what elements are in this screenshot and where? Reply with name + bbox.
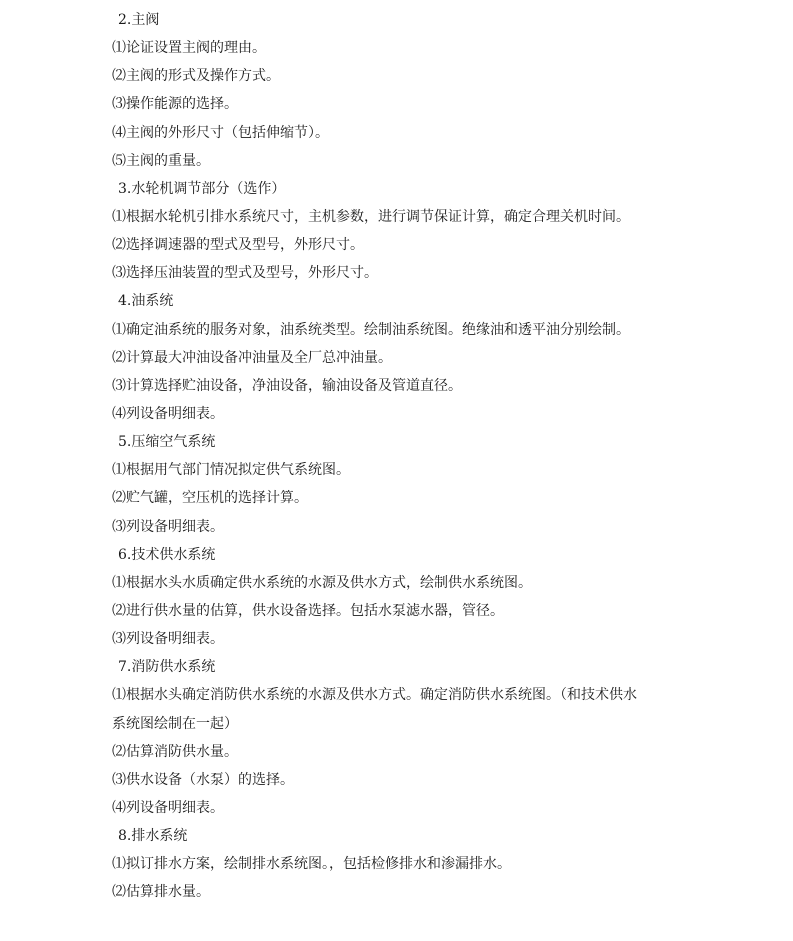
- list-item: ⑵进行供水量的估算，供水设备选择。包括水泵滤水器，管径。: [112, 602, 504, 619]
- section-heading: 7.消防供水系统: [118, 659, 216, 676]
- document-body: [112, 6, 762, 907]
- section-heading: 3.水轮机调节部分（选作）: [118, 180, 286, 197]
- list-item: ⑶操作能源的选择。: [112, 96, 238, 113]
- list-item: ⑵计算最大冲油设备冲油量及全厂总冲油量。: [112, 349, 392, 366]
- section-heading: 5.压缩空气系统: [118, 434, 216, 451]
- list-item: ⑶列设备明细表。: [112, 631, 224, 648]
- list-item: ⑶供水设备（水泵）的选择。: [112, 771, 294, 788]
- list-item: ⑴根据水轮机引排水系统尺寸，主机参数，进行调节保证计算，确定合理关机时间。: [112, 208, 630, 225]
- list-item: ⑶选择压油装置的型式及型号，外形尺寸。: [112, 265, 378, 282]
- list-item: ⑵估算排水量。: [112, 884, 210, 901]
- section-heading: 2.主阀: [118, 12, 160, 28]
- list-item: ⑶列设备明细表。: [112, 518, 224, 535]
- list-item: ⑵估算消防供水量。: [112, 743, 238, 760]
- list-item: ⑷主阀的外形尺寸（包括伸缩节）。: [112, 124, 329, 141]
- section-heading: 4.油系统: [118, 293, 174, 310]
- list-item: ⑴根据用气部门情况拟定供气系统图。: [112, 462, 350, 479]
- list-item: ⑵主阀的形式及操作方式。: [112, 68, 280, 85]
- list-item: ⑵选择调速器的型式及型号，外形尺寸。: [112, 237, 364, 254]
- list-item: ⑵贮气罐，空压机的选择计算。: [112, 490, 308, 507]
- list-item: ⑷列设备明细表。: [112, 405, 224, 422]
- list-item: ⑴确定油系统的服务对象，油系统类型。绘制油系统图。绝缘油和透平油分别绘制。: [112, 321, 630, 338]
- list-item: ⑸主阀的重量。: [112, 152, 210, 169]
- list-item: ⑴论证设置主阀的理由。: [112, 40, 266, 57]
- list-item: ⑷列设备明细表。: [112, 799, 224, 816]
- list-item: ⑴根据水头确定消防供水系统的水源及供水方式。确定消防供水系统图。（和技术供水: [112, 687, 637, 704]
- list-item: ⑴根据水头水质确定供水系统的水源及供水方式，绘制供水系统图。: [112, 574, 532, 591]
- list-item: ⑴拟订排水方案，绘制排水系统图。，包括检修排水和渗漏排水。: [112, 856, 511, 873]
- section-heading: 8.排水系统: [118, 828, 188, 845]
- section-heading: 6.技术供水系统: [118, 546, 216, 563]
- list-item-continuation: 系统图绘制在一起）: [112, 715, 238, 732]
- list-item: ⑶计算选择贮油设备，净油设备，输油设备及管道直径。: [112, 377, 462, 394]
